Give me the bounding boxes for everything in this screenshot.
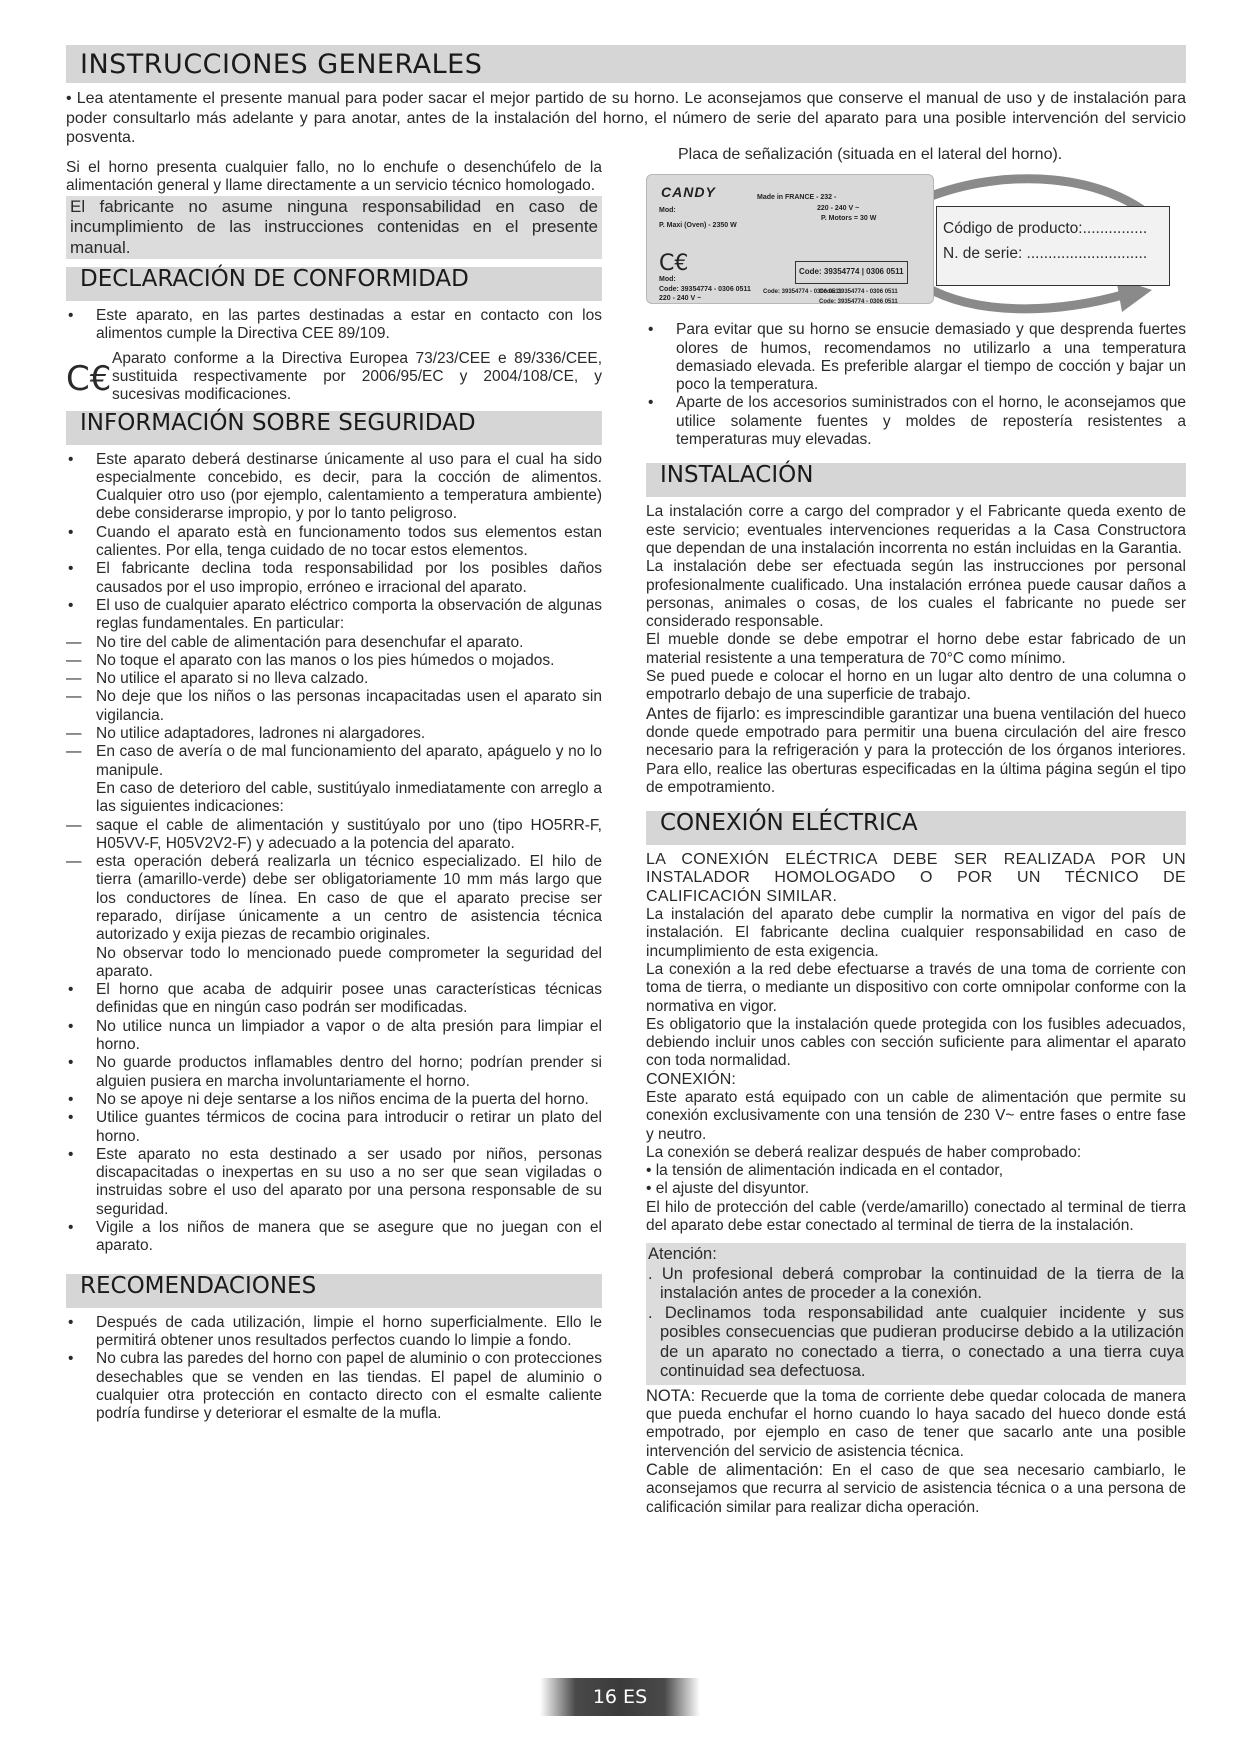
electrical-text: Este aparato está equipado con un cable de alimentación que permite su conexión exclusivamente con una tensión de 230 V~ entre fases o entre fase y neutro.	[646, 1088, 1186, 1143]
plate-mod-2: Mod:	[659, 276, 676, 284]
safety-rule-item: — No toque el aparato con las manos o los pies húmedos o mojados.	[66, 652, 602, 670]
safety-item: • El fabricante declina toda responsabilidad por los posibles daños causados por el uso impropio, erróneo e irracional del aparato.	[66, 560, 602, 597]
ventilation-lead: Antes de fijarlo:	[646, 704, 761, 723]
safety-heading: INFORMACIÓN SOBRE SEGURIDAD	[66, 411, 602, 445]
tips-list	[646, 321, 1186, 449]
plate-code-small: Code: 39354774 - 0306 0511	[819, 289, 898, 296]
attention-item: . Un profesional deberá comprobar la continuidad de la tierra de la instalación antes de proceder a la conexión.	[648, 1264, 1184, 1303]
attention-item: . Declinamos toda responsabilidad ante cualquier incidente y sus posibles consecuencias que pudieran producirse debido a la utilización de un aparato no conectado a tierra, o conectado a una tierra cuya continuidad sea defectuosa.	[648, 1303, 1184, 1381]
safety-rule-item: — esta operación deberá realizarla un técnico especializado. El hilo de tierra (amarillo-verde) debe ser obligatoriamente 10 mm más largo que los conductores de línea. En caso de que el aparato precise ser reparado, diríjase únicamente a un centro de asistencia técnica autorizado y exija piezas de recambio originales.	[66, 853, 602, 944]
electrical-text: La instalación del aparato debe cumplir la normativa en vigor del país de instalación. El fabricante declina cualquier responsabilidad en caso de incumplimiento de esta exigencia.	[646, 906, 1186, 960]
safety-list	[66, 451, 602, 1256]
recommendation-item: • Después de cada utilización, limpie el horno superficialmente. Ello le permitirá obtener unos resultados perfectos cuando lo limpie a fondo.	[66, 1314, 602, 1351]
intro-text: • Lea atentamente el presente manual para poder sacar el mejor partido de su horno. Le aconsejamos que conserve el manual de uso y de instalación para poder consultarlo más adelante y para anotar, antes de la instalación del horno, el número de serie del aparato para una posible intervención del servicio posventa.	[66, 90, 1186, 146]
plate-code: Code: 39354774 | 0306 0511	[795, 261, 908, 283]
safety-rule-item: — No utilice el aparato si no lleva calzado.	[66, 670, 602, 688]
plate-code-small: Code: 39354774 - 0306 0511	[659, 286, 751, 294]
electrical-text: La conexión se deberá realizar después de haber comprobado:	[646, 1143, 1082, 1161]
attention-title: Atención:	[648, 1245, 717, 1264]
conformity-item: • Este aparato, en las partes destinadas a estar en contacto con los alimentos cumple la Directiva CEE 89/109.	[66, 307, 602, 344]
plate-code-number: Code: 39354774	[799, 267, 860, 277]
plate-voltage: 220 - 240 V ~	[817, 205, 860, 213]
ventilation-body: es imprescindible garantizar una buena ventilación del hueco donde quede empotrado para permitir una buena circulación del aire fresco necesario para la refrigeración y para la protección de los órganos interiores. Para ello, realice las oberturas especificadas en la última página según el tipo de empotramiento.	[646, 705, 1186, 796]
ventilation-text	[646, 705, 1186, 797]
installation-text: La instalación corre a cargo del comprador y el Fabricante queda exento de este servicio; eventuales intervenciones requeridas a la Casa Constructora que dependan de una instalación incorrenta no están incluidas en la Garantia.	[646, 503, 1186, 557]
ce-declaration-text: Aparato conforme a la Directiva Europea 73/23/CEE e 89/336/CEE, sustituida respectivamente por 2006/95/EC y 2004/108/CE, y sucesivas modificaciones.	[112, 349, 602, 404]
safety-item: • No se apoye ni deje sentarse a los niños encima de la puerta del horno.	[66, 1091, 602, 1109]
plate-code-small: Code: 39354774 - 0306 0511	[819, 299, 898, 306]
tip-item: • Para evitar que su horno se ensucie demasiado y que desprenda fuertes olores de humos, recomendamos no utilizarlo a una temperatura demasiado elevada. Es preferible alargar el tiempo de cocción y bajar un poco la temperatura.	[646, 321, 1186, 394]
installation-text: La instalación debe ser efectuada según las instrucciones por personal profesionalmente cualificado. Una instalación errónea puede causar daños a personas, animales o cosas, de los cuales el fabricante no puede ser considerado responsable.	[646, 558, 1186, 631]
plate-ce-icon: C€	[659, 251, 689, 277]
recommendations-list	[66, 1314, 602, 1424]
serial-number-field: N. de serie: ............................	[943, 244, 1148, 262]
product-code-field: Código de producto:...............	[943, 220, 1148, 238]
brand-logo: CANDY	[661, 184, 716, 201]
ce-declaration	[66, 350, 602, 405]
connection-label: CONEXIÓN:	[646, 1070, 736, 1088]
installation-heading: INSTALACIÓN	[646, 463, 1186, 497]
safety-rule-item: — No deje que los niños o las personas incapacitadas usen el aparato sin vigilancia.	[66, 688, 602, 725]
safety-rule-item: — En caso de avería o de mal funcionamiento del aparato, apáguelo y no lo manipule.	[66, 743, 602, 780]
safety-item: • El uso de cualquier aparato eléctrico comporta la observación de algunas reglas fundamentales. En particular:	[66, 597, 602, 634]
safety-item: • El horno que acaba de adquirir posee unas características técnicas definidas que en ningún caso podrán ser modificadas.	[66, 981, 602, 1018]
safety-item: • No guarde productos inflamables dentro del horno; podrían prender si alguien pusiera en marcha involuntariamente el horno.	[66, 1054, 602, 1091]
safety-item: • Este aparato deberá destinarse únicamente al uso para el cual ha sido especialmente concebido, es decir, para la cocción de alimentos. Cualquier otro uso (por ejemplo, calentamiento a temperatura ambiente) debe considerarse impropio, y por lo tanto peligroso.	[66, 451, 602, 524]
page-title: INSTRUCCIONES GENERALES	[66, 45, 1186, 83]
plate-mod: Mod:	[659, 207, 676, 215]
electrical-text: La conexión a la red debe efectuarse a través de una toma de corriente con toma de tierra, o mediante un dispositivo con corte omnipolar conforme con la normativa en vigor.	[646, 960, 1186, 1015]
recommendation-item: • No cubra las paredes del horno con papel de aluminio o con protecciones desechables que se venden en las tiendas. El papel de aluminio o cualquier otra protección en contacto directo con el esmalte caliente podría fundirse y deteriorar el esmalte de la mufla.	[66, 1350, 602, 1423]
rating-plate	[646, 174, 934, 304]
left-column	[66, 159, 602, 1423]
electrical-heading: CONEXIÓN ELÉCTRICA	[646, 811, 1186, 845]
plate-made-in: Made in FRANCE - 232 -	[757, 194, 837, 202]
manufacturer-warning: El fabricante no asume ninguna responsabilidad en caso de incumplimiento de las instrucciones contenidas en el presente manual.	[66, 196, 602, 260]
note-text	[646, 1387, 1186, 1461]
cable-text	[646, 1461, 1186, 1517]
safety-item: • Este aparato no esta destinado a ser usado por niños, personas discapacitadas o inexpertas en su uso a no ser que sean vigiladas o instruidas sobre el uso del aparato por una persona responsable de su seguridad.	[66, 1146, 602, 1219]
cable-lead: Cable de alimentación:	[646, 1461, 824, 1480]
check-item: • la tensión de alimentación indicada en el contador,	[646, 1162, 1003, 1180]
electrical-text: El hilo de protección del cable (verde/amarillo) conectado al terminal de tierra del aparato debe estar conectado al terminal de tierra de la instalación.	[646, 1198, 1186, 1235]
plate-motors: P. Motors = 30 W	[821, 215, 877, 223]
page-number: 16 ES	[540, 1678, 700, 1716]
safety-item: No observar todo lo mencionado puede comprometer la seguridad del aparato.	[96, 944, 602, 980]
plate-maxi-power: P. Maxi (Oven) - 2350 W	[659, 222, 737, 230]
right-column	[646, 146, 1186, 1517]
electrical-text: Es obligatorio que la instalación quede protegida con los fusibles adecuados, debiendo incluir unos cables con sección suficiente para alimentar el aparato con toda normalidad.	[646, 1015, 1186, 1070]
plate-code-small: Code: 39354774 - 0306 0511	[763, 289, 842, 296]
conformity-heading: DECLARACIÓN DE CONFORMIDAD	[66, 267, 602, 301]
fault-text: Si el horno presenta cualquier fallo, no lo enchufe o desenchúfelo de la alimentación general y llame directamente a un servicio técnico homologado.	[66, 159, 602, 195]
safety-item: • Cuando el aparato està en funcionamento todos sus elementos estan calientes. Por ella, tenga cuidado de no tocar estos elementos.	[66, 524, 602, 561]
product-info-box	[936, 206, 1170, 286]
plate-caption: Placa de señalización (situada en el lateral del horno).	[678, 146, 1063, 163]
note-body: Recuerde que la toma de corriente debe quedar colocada de manera que pueda enchufar el horno cuando lo haya sacado del hueco donde está empotrado, por ejemplo en caso de tener que sacarlo ante una posible intervención del servicio de asistencia técnica.	[646, 1387, 1186, 1460]
safety-item: • Utilice guantes térmicos de cocina para introducir o retirar un plato del horno.	[66, 1109, 602, 1146]
plate-code-suffix: 0306 0511	[866, 267, 904, 277]
tip-item: • Aparte de los accesorios suministrados con el horno, le aconsejamos que utilice solamente fuentes y moldes de repostería resistentes a temperaturas muy elevadas.	[646, 394, 1186, 449]
safety-rule-item: — saque el cable de alimentación y sustitúyalo por uno (tipo HO5RR-F, H05VV-F, H05V2V2-F) y adecuado a la potencia del aparato.	[66, 817, 602, 854]
safety-item: • Vigile a los niños de manera que se asegure que no juegan con el aparato.	[66, 1219, 602, 1256]
installation-text: Se pued puede e colocar el horno en un lugar alto dentro de una columna o empotrarlo debajo de una superficie de trabajo.	[646, 668, 1186, 704]
cable-body: En el caso de que sea necesario cambiarlo, le aconsejamos que recurra al servicio de asistencia técnica o a una persona de calificación similar para realizar dicha operación.	[646, 1462, 1186, 1516]
safety-rule-item: — No utilice adaptadores, ladrones ni alargadores.	[66, 725, 602, 743]
ce-mark-icon: C€	[66, 358, 112, 399]
check-item: • el ajuste del disyuntor.	[646, 1180, 810, 1198]
installation-text: El mueble donde se debe empotrar el horno debe estar fabricado de un material resistente a una temperatura de 70°C como mínimo.	[646, 631, 1186, 667]
safety-rule-item: — No tire del cable de alimentación para desenchufar el aparato.	[66, 634, 602, 652]
safety-item: • No utilice nunca un limpiador a vapor o de alta presión para limpiar el horno.	[66, 1018, 602, 1055]
plate-volt-small: 220 - 240 V ~	[659, 295, 702, 303]
conformity-list	[66, 307, 602, 344]
safety-item: En caso de deterioro del cable, sustitúyalo inmediatamente con arreglo a las siguientes indicaciones:	[96, 779, 602, 816]
note-lead: NOTA:	[646, 1386, 696, 1405]
electrical-caps-notice: LA CONEXIÓN ELÉCTRICA DEBE SER REALIZADA POR UN INSTALADOR HOMOLOGADO O POR UN TÉCNICO DE CALIFICACIÓN SIMILAR.	[646, 851, 1186, 905]
attention-box	[646, 1243, 1186, 1385]
rating-plate-figure	[646, 166, 1186, 321]
recommendations-heading: RECOMENDACIONES	[66, 1274, 602, 1308]
